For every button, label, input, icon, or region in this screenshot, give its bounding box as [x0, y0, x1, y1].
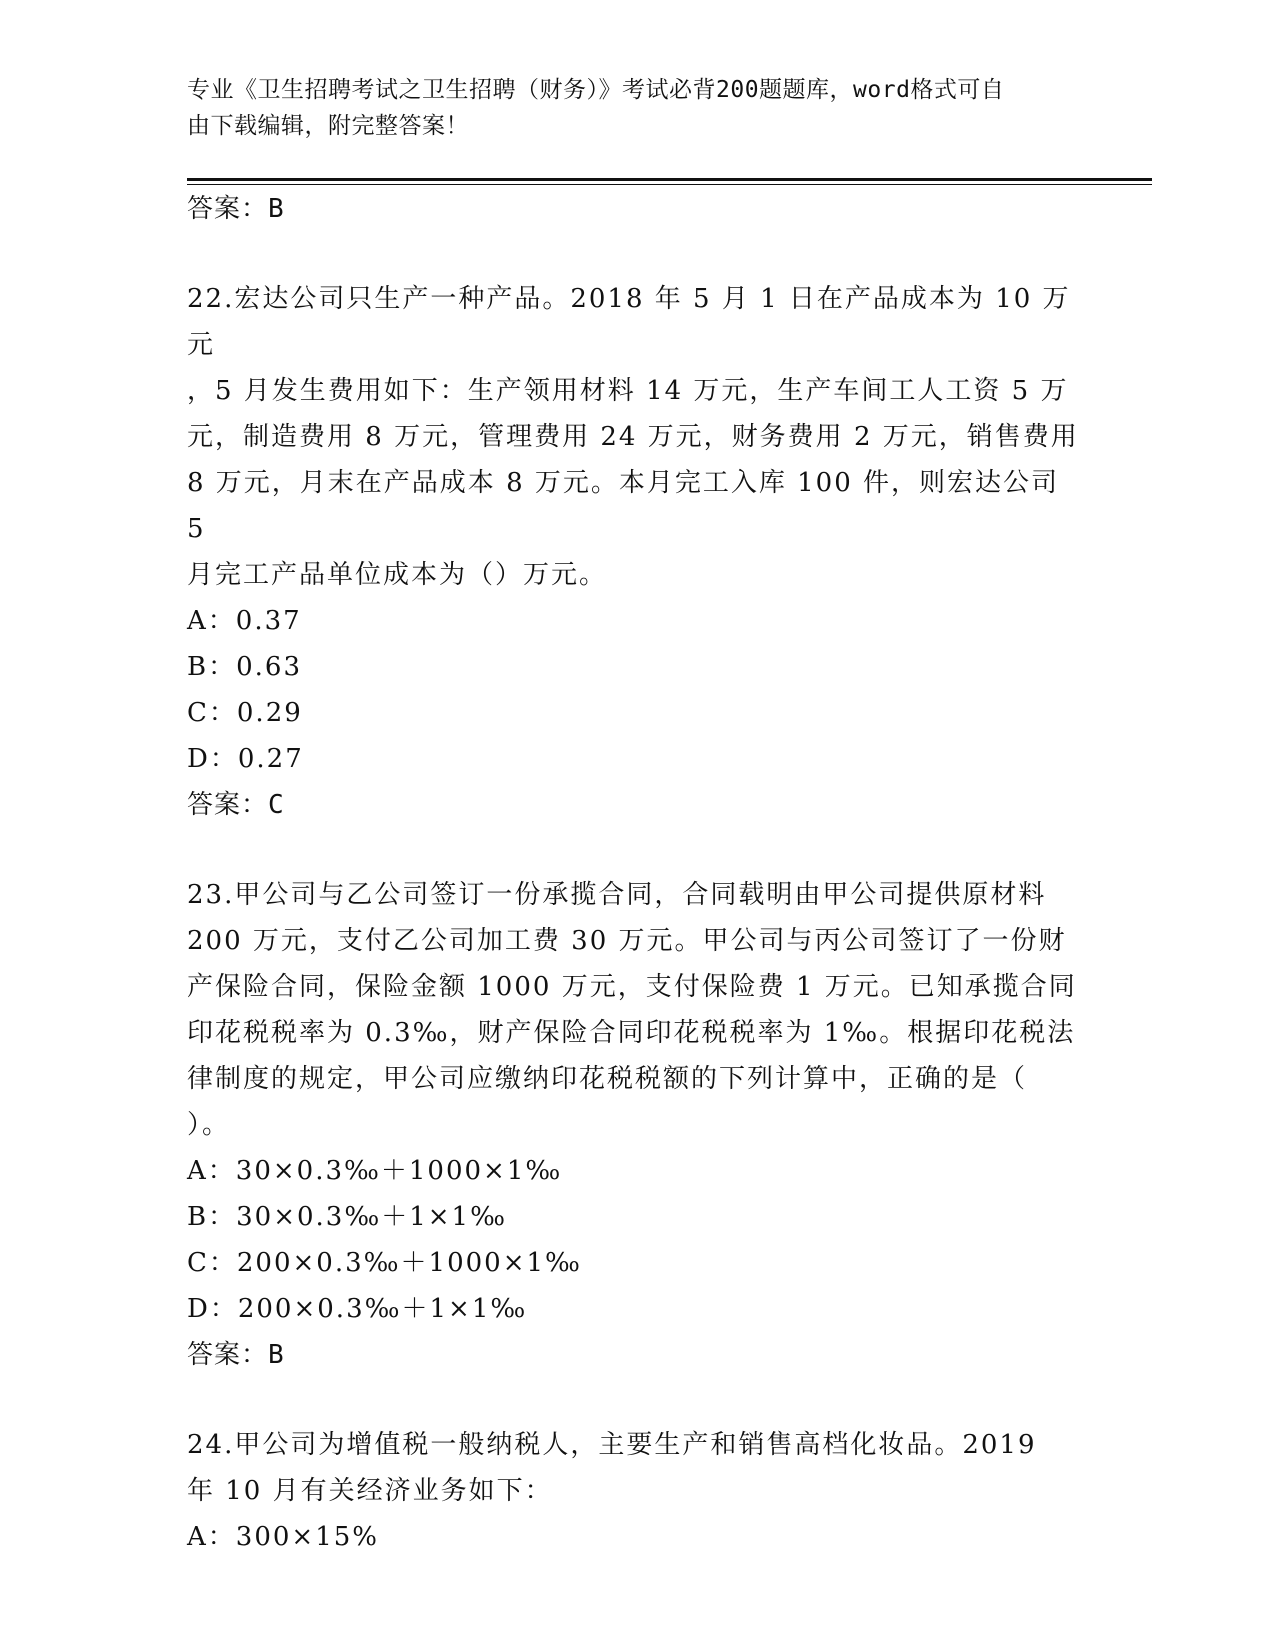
question-24-stem	[187, 1422, 1087, 1514]
option-b: B：0.63	[187, 652, 302, 682]
option-a: A：300×15%	[187, 1522, 379, 1552]
document-body	[187, 186, 1087, 1560]
option-a: A：30×0.3‰＋1000×1‰	[187, 1156, 563, 1186]
stem-line: 年 10 月有关经济业务如下：	[187, 1476, 553, 1506]
header-line-2: 由下载编辑，附完整答案！	[187, 113, 469, 139]
stem-line: 22.宏达公司只生产一种产品。2018 年 5 月 1 日在产品成本为 10 万元	[187, 284, 1071, 360]
header-divider-thick	[187, 178, 1152, 181]
stem-line: ）。	[187, 1110, 231, 1140]
option-d: D：0.27	[187, 744, 304, 774]
stem-line: 元，制造费用 8 万元，管理费用 24 万元，财务费用 2 万元，销售费用	[187, 422, 1079, 452]
document-header	[187, 72, 1087, 144]
stem-line: 产保险合同，保险金额 1000 万元，支付保险费 1 万元。已知承揽合同	[187, 972, 1077, 1002]
header-line-1: 专业《卫生招聘考试之卫生招聘（财务）》考试必背200题题库，word格式可自	[187, 77, 1005, 103]
answer-line: 答案：B	[187, 1340, 285, 1370]
option-c: C：0.29	[187, 698, 303, 728]
stem-line: 8 万元，月末在产品成本 8 万元。本月完工入库 100 件，则宏达公司 5	[187, 468, 1060, 544]
option-a: A：0.37	[187, 606, 302, 636]
answer-line: 答案：C	[187, 790, 285, 820]
stem-line: 24.甲公司为增值税一般纳税人，主要生产和销售高档化妆品。2019	[187, 1430, 1037, 1460]
question-22-stem	[187, 276, 1087, 598]
stem-line: 200 万元，支付乙公司加工费 30 万元。甲公司与丙公司签订了一份财	[187, 926, 1067, 956]
option-c: C：200×0.3‰＋1000×1‰	[187, 1248, 582, 1278]
header-divider-thin	[187, 184, 1152, 185]
answer-line: 答案：B	[187, 194, 285, 224]
option-d: D：200×0.3‰＋1×1‰	[187, 1294, 528, 1324]
stem-line: 23.甲公司与乙公司签订一份承揽合同，合同载明由甲公司提供原材料	[187, 880, 1047, 910]
stem-line: 月完工产品单位成本为（）万元。	[187, 560, 608, 590]
stem-line: ，5 月发生费用如下：生产领用材料 14 万元，生产车间工人工资 5 万	[187, 376, 1069, 406]
stem-line: 印花税税率为 0.3‰，财产保险合同印花税税率为 1‰。根据印花税法	[187, 1018, 1076, 1048]
option-b: B：30×0.3‰＋1×1‰	[187, 1202, 507, 1232]
stem-line: 律制度的规定，甲公司应缴纳印花税税额的下列计算中，正确的是（	[187, 1064, 1028, 1094]
question-23-stem	[187, 872, 1087, 1148]
